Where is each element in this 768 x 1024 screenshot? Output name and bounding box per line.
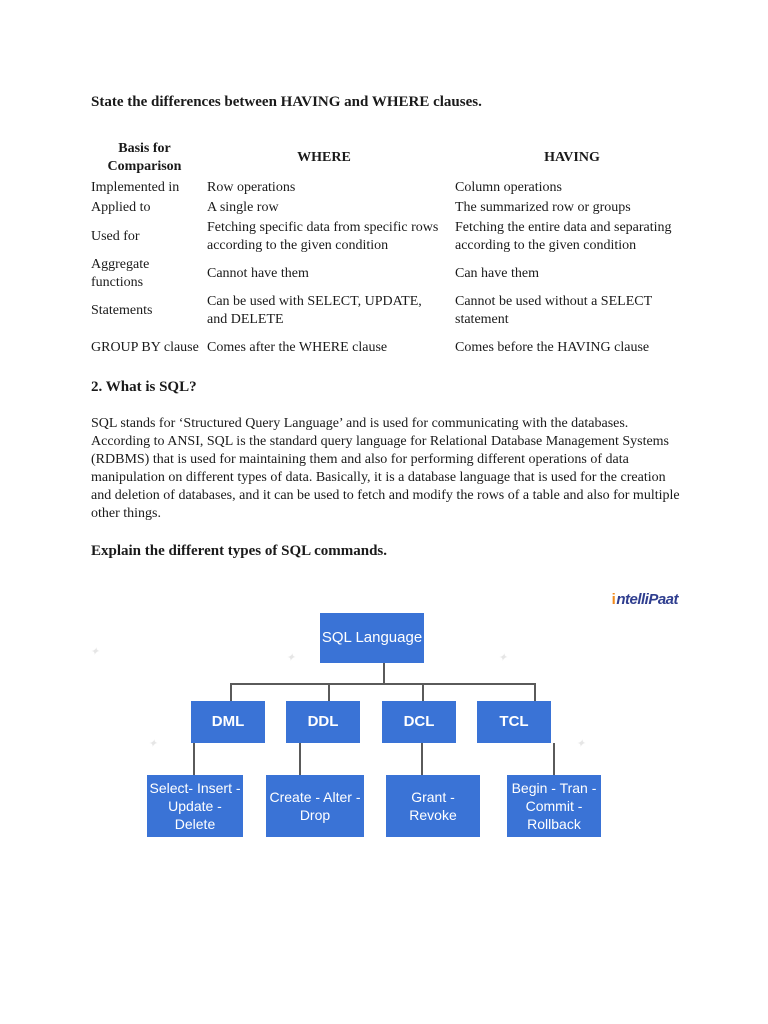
cell-where: Fetching specific data from specific rows according to the given condition (207, 219, 439, 253)
cell-having: Comes before the HAVING clause (455, 339, 650, 355)
watermark-mark: ✦ (498, 652, 508, 664)
cell-having: Column operations (455, 180, 562, 195)
connector-line (421, 743, 423, 777)
logo-text: ntelliPaat (616, 591, 678, 608)
cell-basis: Applied to (91, 200, 151, 215)
cell-where: Comes after the WHERE clause (207, 339, 388, 355)
connector-line (328, 683, 330, 703)
connector-line (422, 683, 424, 703)
header-having: HAVING (544, 150, 600, 165)
cell-basis: Aggregate functions (91, 256, 150, 290)
connector-line (230, 683, 232, 703)
connector-line (299, 743, 301, 777)
table-row (88, 255, 697, 292)
dml-commands-box: Select- Insert - Update - Delete (147, 775, 243, 837)
cell-basis: Statements (91, 302, 153, 318)
cell-where: Row operations (207, 180, 296, 195)
ddl-commands-box: Create - Alter - Drop (266, 775, 364, 837)
table-row (88, 198, 697, 218)
connector-line (534, 683, 536, 703)
header-basis: Basis for Comparison (107, 141, 182, 174)
connector-line (383, 663, 385, 683)
watermark-mark: ✦ (576, 738, 586, 750)
sql-language-box: SQL Language (320, 613, 424, 663)
logo-mark: i (611, 591, 616, 608)
intellipaat-logo (612, 591, 678, 608)
connector-line (230, 683, 536, 685)
heading-having-vs-where: State the differences between HAVING and WHERE clauses. (91, 94, 482, 110)
watermark-mark: ✦ (148, 738, 158, 750)
table-header-row (88, 138, 697, 178)
sql-paragraph: SQL stands for ‘Structured Query Language’ and is used for communicating with the databases. According to ANSI, SQL is the standard query language for Relational Database Management Systems (RDBMS) that is used for maintaining them and also for performing different operations of data manipulation on different types of data. Basically, it is a database language that is used for the creation and deletion of databases, and it can be used to fetch and modify the rows of a table and also for multiple other things. (91, 416, 680, 521)
cell-having: Fetching the entire data and separating according to the given condition (455, 219, 672, 253)
connector-line (553, 743, 555, 777)
comparison-table (88, 138, 697, 366)
table-row (88, 178, 697, 198)
sql-commands-diagram (88, 577, 686, 845)
heading-what-is-sql: 2. What is SQL? (91, 379, 197, 395)
cell-basis: Used for (91, 228, 140, 244)
dml-box: DML (191, 701, 265, 743)
cell-having: Cannot be used without a SELECT statement (455, 293, 652, 327)
tcl-commands-box: Begin - Tran - Commit - Rollback (507, 775, 601, 837)
cell-having: The summarized row or groups (455, 200, 631, 215)
cell-having: Can have them (455, 265, 539, 281)
cell-basis: GROUP BY clause (91, 339, 199, 355)
cell-where: Can be used with SELECT, UPDATE, and DELETE (207, 293, 422, 327)
watermark-mark: ✦ (90, 646, 100, 658)
dcl-commands-box: Grant - Revoke (386, 775, 480, 837)
connector-line (193, 743, 195, 777)
dcl-box: DCL (382, 701, 456, 743)
watermark-mark: ✦ (286, 652, 296, 664)
table-row (88, 292, 697, 329)
heading-sql-commands: Explain the different types of SQL commands. (91, 543, 387, 559)
table-row (88, 329, 697, 366)
header-where: WHERE (297, 150, 351, 165)
ddl-box: DDL (286, 701, 360, 743)
cell-basis: Implemented in (91, 180, 180, 195)
cell-where: A single row (207, 200, 279, 215)
cell-where: Cannot have them (207, 265, 309, 281)
tcl-box: TCL (477, 701, 551, 743)
table-row (88, 218, 697, 255)
